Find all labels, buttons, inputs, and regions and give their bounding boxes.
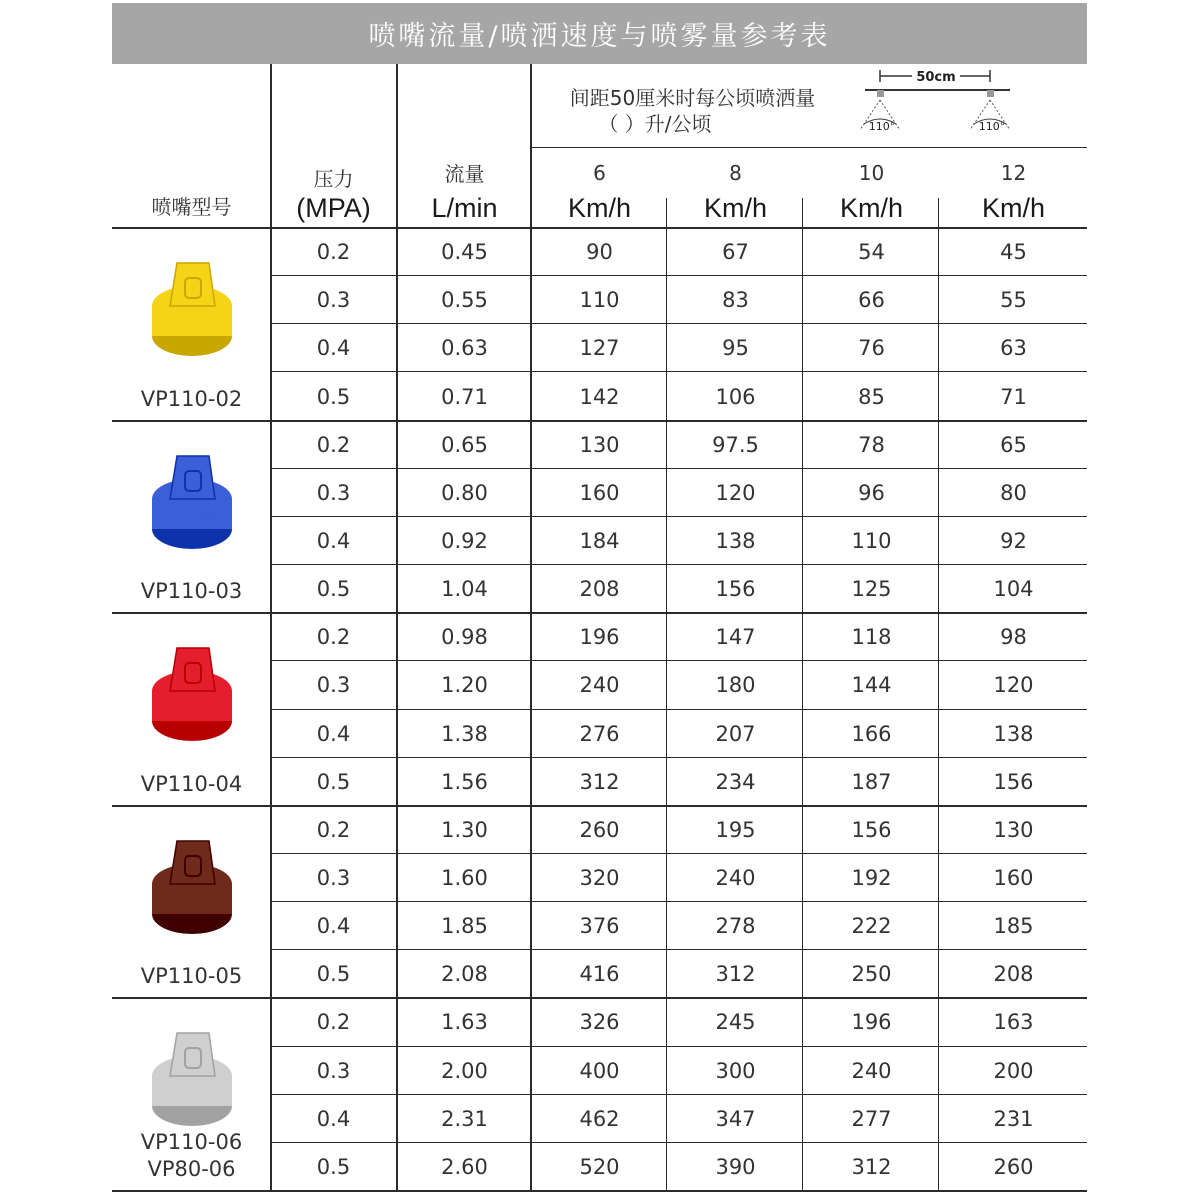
column-divider	[938, 228, 939, 1191]
rate-12kmh-cell: 65	[1000, 432, 1027, 457]
column-divider	[396, 228, 398, 1191]
header-divider	[396, 64, 398, 228]
rate-6kmh-cell: 376	[579, 914, 620, 939]
nozzle-model-name: VP110-05	[140, 964, 243, 989]
rate-12kmh-cell: 200	[993, 1058, 1034, 1083]
header-model: 喷嘴型号	[151, 194, 232, 219]
flow-cell: 2.00	[441, 1058, 488, 1083]
yellow-nozzle-icon	[137, 248, 247, 368]
rate-10kmh-cell: 192	[851, 866, 892, 890]
header-divider	[532, 147, 1087, 148]
rate-10kmh-cell: 118	[851, 625, 892, 650]
rate-10kmh-cell: 187	[851, 769, 892, 794]
rate-10kmh-cell: 96	[858, 480, 885, 505]
rate-6kmh-cell: 462	[579, 1106, 620, 1131]
flow-cell: 1.85	[441, 914, 488, 939]
pressure-cell: 0.2	[316, 625, 351, 650]
pressure-cell: 0.2	[316, 240, 351, 265]
rate-12kmh-cell: 160	[993, 866, 1034, 890]
header-divider	[938, 198, 939, 228]
rate-6kmh-cell: 110	[579, 288, 620, 313]
rate-8kmh-cell: 106	[715, 384, 756, 409]
rate-6kmh-cell: 142	[579, 384, 620, 409]
rate-12kmh-cell: 260	[993, 1154, 1034, 1179]
pressure-cell: 0.4	[316, 1106, 351, 1131]
flow-cell: 0.55	[441, 288, 488, 313]
rate-10kmh-cell: 250	[851, 962, 892, 987]
flow-cell: 0.71	[441, 384, 488, 409]
rate-8kmh-cell: 347	[715, 1106, 756, 1131]
rate-8kmh-cell: 83	[722, 288, 749, 313]
flow-cell: 1.63	[441, 1010, 488, 1035]
rate-12kmh-cell: 156	[993, 769, 1034, 794]
rate-6kmh-cell: 90	[586, 240, 613, 265]
rate-6kmh-cell: 184	[579, 528, 620, 553]
rate-10kmh-cell: 66	[858, 288, 885, 313]
rate-6kmh-cell: 127	[579, 336, 620, 361]
header-divider	[802, 198, 803, 228]
flow-cell: 0.45	[441, 240, 488, 265]
flow-cell: 0.65	[441, 432, 488, 457]
rate-10kmh-cell: 76	[858, 336, 885, 361]
rate-10kmh-cell: 156	[851, 817, 892, 842]
rate-10kmh-cell: 85	[858, 384, 885, 409]
header-divider	[530, 64, 532, 228]
pressure-cell: 0.3	[316, 480, 351, 505]
brown-nozzle-icon	[137, 826, 247, 946]
yellow-nozzle-icon-graphic	[137, 248, 247, 368]
flow-cell: 2.08	[441, 962, 488, 987]
rate-8kmh-cell: 95	[722, 336, 749, 361]
rate-8kmh-cell: 138	[715, 528, 756, 553]
rate-6kmh-cell: 160	[579, 480, 620, 505]
speed-unit-10: Km/h	[839, 192, 904, 223]
flow-cell: 2.31	[441, 1106, 488, 1131]
rate-10kmh-cell: 240	[851, 1058, 892, 1083]
rate-12kmh-cell: 208	[993, 962, 1034, 987]
rate-6kmh-cell: 260	[579, 817, 620, 842]
red-nozzle-icon-graphic	[137, 633, 247, 753]
speed-unit-8: Km/h	[703, 192, 768, 223]
pressure-cell: 0.3	[316, 288, 351, 313]
pressure-cell: 0.5	[316, 1154, 351, 1179]
rate-8kmh-cell: 278	[715, 914, 756, 939]
brown-nozzle-icon-graphic	[137, 826, 247, 946]
column-divider	[530, 228, 532, 1191]
nozzle-model-name: VP110-06	[140, 1130, 243, 1154]
pressure-cell: 0.4	[316, 914, 351, 939]
rate-12kmh-cell: 45	[1000, 240, 1027, 265]
nozzle-model-name: VP110-03	[140, 579, 243, 604]
pressure-cell: 0.4	[316, 721, 351, 746]
group-divider	[112, 1190, 1087, 1192]
speed-header-8: 8	[729, 161, 742, 185]
flow-cell: 0.98	[441, 625, 488, 650]
rate-8kmh-cell: 312	[715, 962, 756, 987]
blue-nozzle-icon-graphic	[137, 441, 247, 561]
pressure-cell: 0.4	[316, 336, 351, 361]
column-divider	[802, 228, 803, 1191]
flow-cell: 0.92	[441, 528, 488, 553]
rate-10kmh-cell: 54	[858, 240, 885, 265]
rate-6kmh-cell: 208	[579, 577, 620, 602]
flow-cell: 1.38	[441, 721, 488, 746]
pressure-cell: 0.3	[316, 1058, 351, 1083]
rate-12kmh-cell: 71	[1000, 384, 1027, 409]
rate-10kmh-cell: 78	[858, 432, 885, 457]
pressure-cell: 0.5	[316, 769, 351, 794]
rate-12kmh-cell: 98	[1000, 625, 1027, 650]
rate-6kmh-cell: 276	[579, 721, 620, 746]
speed-header-10: 10	[858, 161, 885, 185]
pressure-cell: 0.5	[316, 577, 351, 602]
spray-spacing-diagram	[850, 62, 1020, 144]
header-divider	[666, 198, 667, 228]
rate-8kmh-cell: 390	[715, 1154, 756, 1179]
speed-header-12: 12	[1000, 161, 1027, 185]
speed-unit-12: Km/h	[981, 192, 1046, 223]
rate-8kmh-cell: 300	[715, 1058, 756, 1083]
pressure-cell: 0.2	[316, 1010, 351, 1035]
speed-unit-6: Km/h	[567, 192, 632, 223]
rate-12kmh-cell: 80	[1000, 480, 1027, 505]
nozzle-model-name: VP110-04	[140, 771, 243, 796]
header-pressure-unit: (MPA)	[296, 192, 371, 223]
table-title: 喷嘴流量/喷洒速度与喷雾量参考表	[112, 3, 1087, 64]
rate-12kmh-cell: 104	[993, 577, 1034, 602]
column-divider	[666, 228, 667, 1191]
pressure-cell: 0.2	[316, 817, 351, 842]
rate-10kmh-cell: 144	[851, 673, 892, 698]
rate-8kmh-cell: 207	[715, 721, 756, 746]
flow-cell: 1.30	[441, 817, 488, 842]
rate-12kmh-cell: 63	[1000, 336, 1027, 361]
rate-8kmh-cell: 97.5	[712, 432, 759, 457]
rate-12kmh-cell: 231	[993, 1106, 1034, 1131]
nozzle-model-name: VP110-02	[140, 386, 243, 411]
column-divider	[270, 228, 272, 1191]
rate-12kmh-cell: 120	[993, 673, 1034, 698]
rate-6kmh-cell: 196	[579, 625, 620, 650]
rate-8kmh-cell: 67	[722, 240, 749, 265]
rate-8kmh-cell: 234	[715, 769, 756, 794]
pressure-cell: 0.5	[316, 962, 351, 987]
rate-6kmh-cell: 312	[579, 769, 620, 794]
header-pressure: 压力	[313, 166, 354, 191]
rate-6kmh-cell: 326	[579, 1010, 620, 1035]
diagram-distance-label: 50cm	[916, 70, 956, 85]
flow-cell: 1.04	[441, 577, 488, 602]
flow-cell: 1.56	[441, 769, 488, 794]
rate-10kmh-cell: 222	[851, 914, 892, 939]
rate-8kmh-cell: 195	[715, 817, 756, 842]
rate-12kmh-cell: 138	[993, 721, 1034, 746]
flow-cell: 0.63	[441, 336, 488, 361]
rate-8kmh-cell: 180	[715, 673, 756, 698]
pressure-cell: 0.3	[316, 866, 351, 890]
rate-6kmh-cell: 240	[579, 673, 620, 698]
rate-12kmh-cell: 130	[993, 817, 1034, 842]
rate-10kmh-cell: 125	[851, 577, 892, 602]
pressure-cell: 0.3	[316, 673, 351, 698]
rate-8kmh-cell: 120	[715, 480, 756, 505]
rate-6kmh-cell: 416	[579, 962, 620, 987]
pressure-cell: 0.4	[316, 528, 351, 553]
rate-6kmh-cell: 400	[579, 1058, 620, 1083]
rate-6kmh-cell: 130	[579, 432, 620, 457]
rate-6kmh-cell: 320	[579, 866, 620, 890]
rate-10kmh-cell: 277	[851, 1106, 892, 1131]
speed-header-6: 6	[593, 161, 606, 185]
rate-8kmh-cell: 240	[715, 866, 756, 890]
pressure-cell: 0.5	[316, 384, 351, 409]
diagram-angle-right: 110°	[978, 120, 1006, 133]
header-flow-unit: L/min	[431, 192, 498, 223]
rate-12kmh-cell: 163	[993, 1010, 1034, 1035]
rate-10kmh-cell: 196	[851, 1010, 892, 1035]
rate-12kmh-cell: 185	[993, 914, 1034, 939]
rate-10kmh-cell: 166	[851, 721, 892, 746]
diagram-angle-left: 110°	[868, 120, 896, 133]
flow-cell: 0.80	[441, 480, 488, 505]
flow-cell: 1.60	[441, 866, 488, 890]
header-spray-rate: 间距50厘米时每公顷喷洒量	[569, 85, 816, 110]
rate-8kmh-cell: 156	[715, 577, 756, 602]
rate-6kmh-cell: 520	[579, 1154, 620, 1179]
header-divider	[270, 64, 272, 228]
nozzle-model-name: VP80-06	[147, 1157, 236, 1181]
header-flow: 流量	[444, 161, 485, 186]
flow-cell: 2.60	[441, 1154, 488, 1179]
rate-12kmh-cell: 92	[1000, 528, 1027, 553]
flow-cell: 1.20	[441, 673, 488, 698]
pressure-cell: 0.2	[316, 432, 351, 457]
header-spray-rate-unit: （ ）升/公顷	[598, 111, 712, 136]
gray-nozzle-icon-graphic	[137, 1018, 247, 1138]
blue-nozzle-icon	[137, 441, 247, 561]
red-nozzle-icon	[137, 633, 247, 753]
rate-10kmh-cell: 312	[851, 1154, 892, 1179]
rate-8kmh-cell: 245	[715, 1010, 756, 1035]
rate-8kmh-cell: 147	[715, 625, 756, 650]
gray-nozzle-icon	[137, 1018, 247, 1138]
rate-12kmh-cell: 55	[1000, 288, 1027, 313]
rate-10kmh-cell: 110	[851, 528, 892, 553]
